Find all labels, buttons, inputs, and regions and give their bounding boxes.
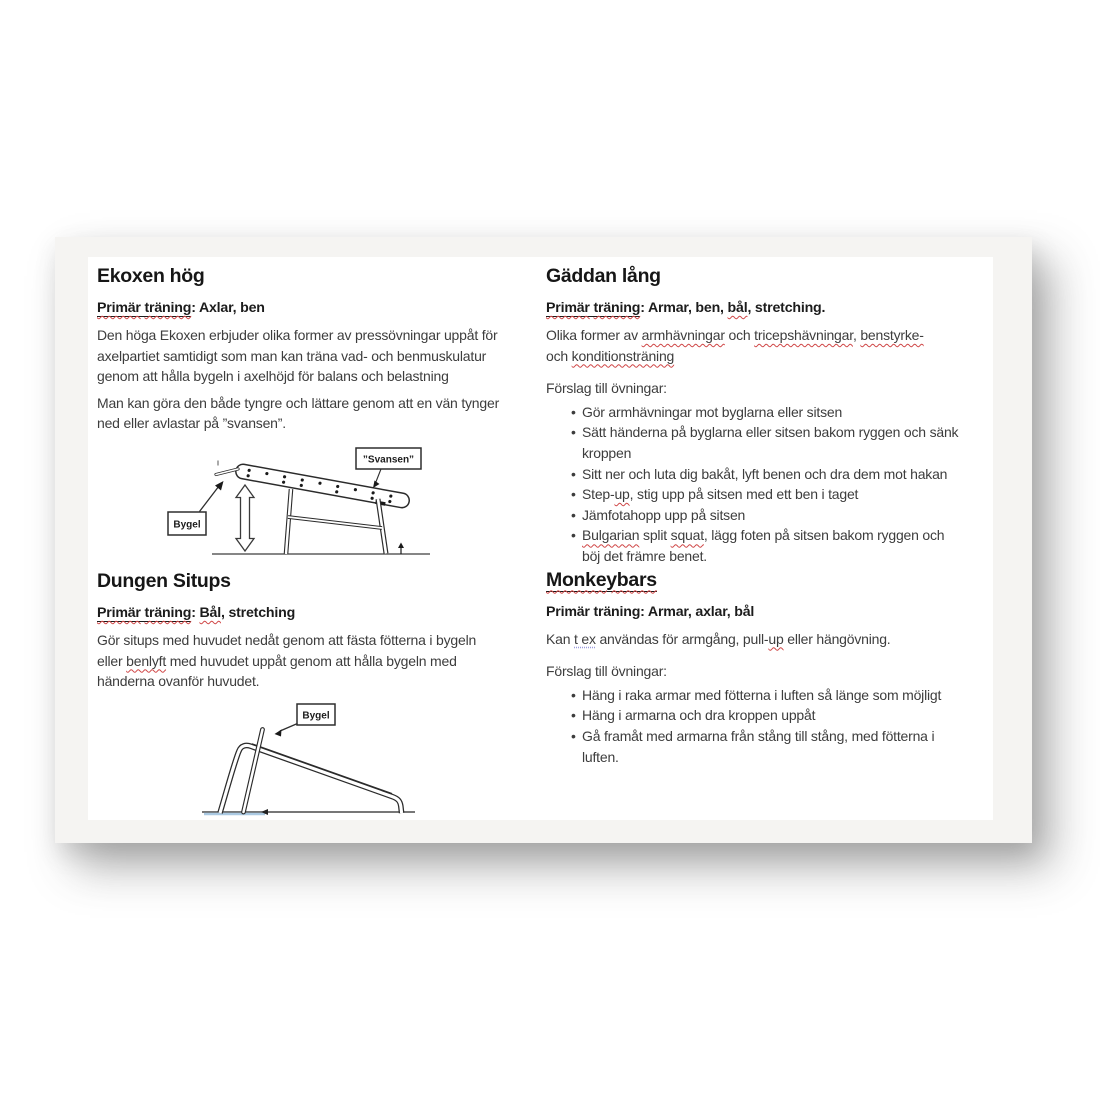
section-dungen bbox=[97, 568, 517, 820]
svg-text:Bygel: Bygel bbox=[173, 519, 201, 531]
gaddan-title: Gäddan lång bbox=[546, 265, 661, 287]
left-column bbox=[97, 263, 517, 820]
foot-mark bbox=[398, 542, 404, 554]
svansen-label bbox=[356, 448, 421, 488]
list-item: • Sitt ner och luta dig bakåt, lyft benen och dra dem mot hakan bbox=[546, 464, 960, 485]
svg-text:Bygel: Bygel bbox=[302, 710, 330, 722]
list-item: • Jämfotahopp upp på sitsen bbox=[546, 505, 960, 526]
bygel-tube bbox=[244, 729, 263, 812]
ekoxen-paragraph-2: Man kan göra den både tyngre och lättare genom att en vän tynger ned eller avlastar på ”svansen”. bbox=[97, 394, 500, 432]
bygel-label bbox=[168, 481, 224, 535]
dungen-paragraph-1: Gör situps med huvudet nedåt genom att fästa fötterna i bygeln eller benlyft med huvudet uppåt genom att hålla bygeln med händerna ovanför huvudet. bbox=[97, 631, 477, 690]
bygel-handle bbox=[216, 460, 238, 474]
section-monkeybars bbox=[546, 567, 966, 768]
gaddan-suggest-label: Förslag till övningar: bbox=[546, 380, 667, 397]
list-item: • Sätt händerna på byglarna eller sitsen bakom ryggen och sänk kroppen bbox=[546, 422, 960, 463]
monkeybars-title: Monkeybars bbox=[546, 568, 657, 591]
ekoxen-title: Ekoxen hög bbox=[97, 265, 205, 287]
monkeybars-subhead: Primär träning: Armar, axlar, bål bbox=[546, 603, 755, 620]
dungen-subhead: Primär träning: Bål, stretching bbox=[97, 604, 296, 621]
ekoxen-paragraph-1: Den höga Ekoxen erbjuder olika former av pressövningar uppåt för axelpartiet samtidigt som man kan träna vad- och benmuskulatur genom att hålla bygeln i axelhöjd för balans och belastning bbox=[97, 327, 498, 385]
height-arrow bbox=[236, 485, 254, 551]
right-column bbox=[546, 263, 966, 767]
ekoxen-figure bbox=[97, 440, 517, 568]
list-item: • Bulgarian split squat, lägg foten på sitsen bakom ryggen och böj det främre benet. bbox=[546, 525, 960, 566]
gaddan-exercise-list bbox=[546, 402, 960, 567]
dungen-figure bbox=[97, 698, 517, 820]
ekoxen-subhead: Primär träning: Axlar, ben bbox=[97, 300, 265, 316]
list-item: • Gör armhävningar mot byglarna eller sitsen bbox=[546, 402, 960, 423]
monkeybars-suggest-label: Förslag till övningar: bbox=[546, 663, 667, 680]
list-item: • Häng i armarna och dra kroppen uppåt bbox=[546, 705, 960, 726]
bygel-label bbox=[275, 704, 336, 737]
section-gaddan bbox=[546, 263, 966, 567]
dungen-title: Dungen Situps bbox=[97, 569, 231, 592]
document-content-panel bbox=[88, 257, 993, 820]
gaddan-subhead: Primär träning: Armar, ben, bål, stretching. bbox=[546, 300, 826, 316]
section-ekoxen bbox=[97, 263, 517, 568]
monkeybars-exercise-list bbox=[546, 685, 960, 767]
list-item: • Step-up, stig upp på sitsen med ett ben i taget bbox=[546, 484, 960, 505]
list-item: • Gå framåt med armarna från stång till stång, med fötterna i luften. bbox=[546, 726, 960, 767]
document-page bbox=[55, 237, 1032, 843]
monkeybars-paragraph-1: Kan t ex användas för armgång, pull-up eller hängövning. bbox=[546, 630, 891, 647]
bench-beam bbox=[234, 463, 410, 510]
svg-text:”Svansen”: ”Svansen” bbox=[362, 454, 415, 466]
gaddan-paragraph-1: Olika former av armhävningar och tricepshävningar, benstyrke- och konditionsträning bbox=[546, 327, 924, 364]
list-item: • Häng i raka armar med fötterna i luften så länge som möjligt bbox=[546, 685, 960, 706]
